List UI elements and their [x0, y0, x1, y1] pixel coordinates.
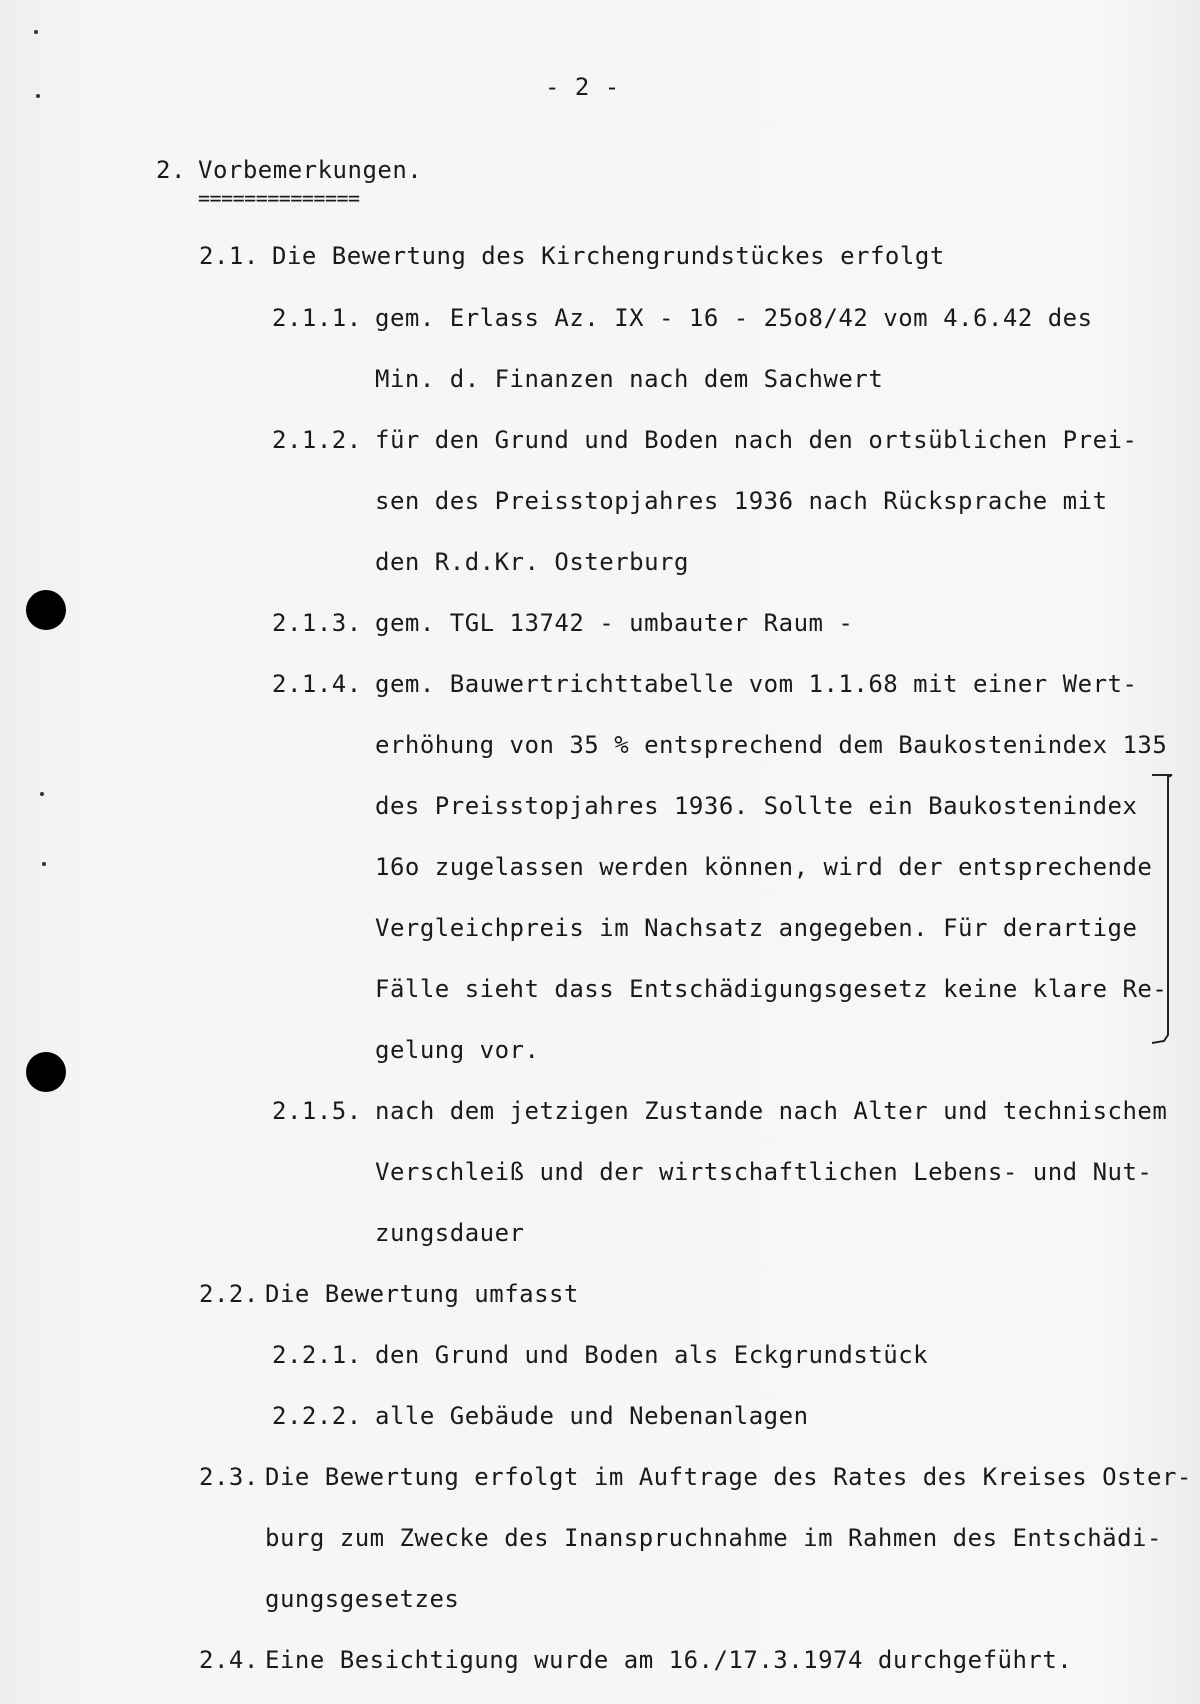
item-line: den Grund und Boden als Eckgrundstück	[375, 1341, 929, 1369]
item-number: 2.1.4.	[272, 670, 362, 698]
item-number: 2.2.	[199, 1280, 259, 1308]
item-number: 2.2.1.	[272, 1341, 362, 1369]
item-line: alle Gebäude und Nebenanlagen	[375, 1402, 809, 1430]
item-line: burg zum Zwecke des Inanspruchnahme im Rahmen des Entschädi-	[265, 1524, 1162, 1552]
item-number: 2.1.5.	[272, 1097, 362, 1125]
item-line: erhöhung von 35 % entsprechend dem Baukostenindex 135	[375, 731, 1168, 759]
section-number: 2.	[156, 156, 186, 184]
item-line: gelung vor.	[375, 1036, 540, 1064]
item-line: des Preisstopjahres 1936. Sollte ein Baukostenindex	[375, 792, 1138, 820]
item-line: Min. d. Finanzen nach dem Sachwert	[375, 365, 884, 393]
item-line: den R.d.Kr. Osterburg	[375, 548, 689, 576]
item-line: für den Grund und Boden nach den ortsüblichen Prei-	[375, 426, 1138, 454]
item-number: 2.1.2.	[272, 426, 362, 454]
margin-bracket-mark	[1150, 773, 1174, 1045]
item-line: Die Bewertung erfolgt im Auftrage des Rates des Kreises Oster-	[265, 1463, 1192, 1491]
speck	[36, 94, 40, 98]
speck	[42, 862, 46, 866]
page-number: - 2 -	[545, 73, 620, 101]
punch-hole-bottom	[26, 1052, 66, 1092]
section-title: Vorbemerkungen.	[198, 156, 423, 184]
item-line: gem. TGL 13742 - umbauter Raum -	[375, 609, 854, 637]
item-line: Vergleichpreis im Nachsatz angegeben. Für derartige	[375, 914, 1138, 942]
item-line: gem. Erlass Az. IX - 16 - 25o8/42 vom 4.6.42 des	[375, 304, 1093, 332]
item-line: Die Bewertung umfasst	[265, 1280, 579, 1308]
section-title-underline: ==============	[198, 186, 360, 210]
item-number: 2.3.	[199, 1463, 259, 1491]
item-line: Verschleiß und der wirtschaftlichen Lebens- und Nut-	[375, 1158, 1153, 1186]
item-line: zungsdauer	[375, 1219, 525, 1247]
item-line: sen des Preisstopjahres 1936 nach Rücksprache mit	[375, 487, 1108, 515]
punch-hole-top	[26, 590, 66, 630]
item-number: 2.1.	[199, 242, 259, 270]
item-line: Fälle sieht dass Entschädigungsgesetz keine klare Re-	[375, 975, 1168, 1003]
speck	[40, 792, 44, 796]
item-line: 16o zugelassen werden können, wird der entsprechende	[375, 853, 1153, 881]
item-line: Die Bewertung des Kirchengrundstückes erfolgt	[272, 242, 945, 270]
item-line: nach dem jetzigen Zustande nach Alter und technischem	[375, 1097, 1168, 1125]
item-line: gem. Bauwertrichttabelle vom 1.1.68 mit einer Wert-	[375, 670, 1138, 698]
item-number: 2.1.3.	[272, 609, 362, 637]
item-number: 2.2.2.	[272, 1402, 362, 1430]
item-number: 2.4.	[199, 1646, 259, 1674]
item-line: Eine Besichtigung wurde am 16./17.3.1974 durchgeführt.	[265, 1646, 1073, 1674]
item-line: gungsgesetzes	[265, 1585, 460, 1613]
item-number: 2.1.1.	[272, 304, 362, 332]
speck	[34, 30, 38, 34]
